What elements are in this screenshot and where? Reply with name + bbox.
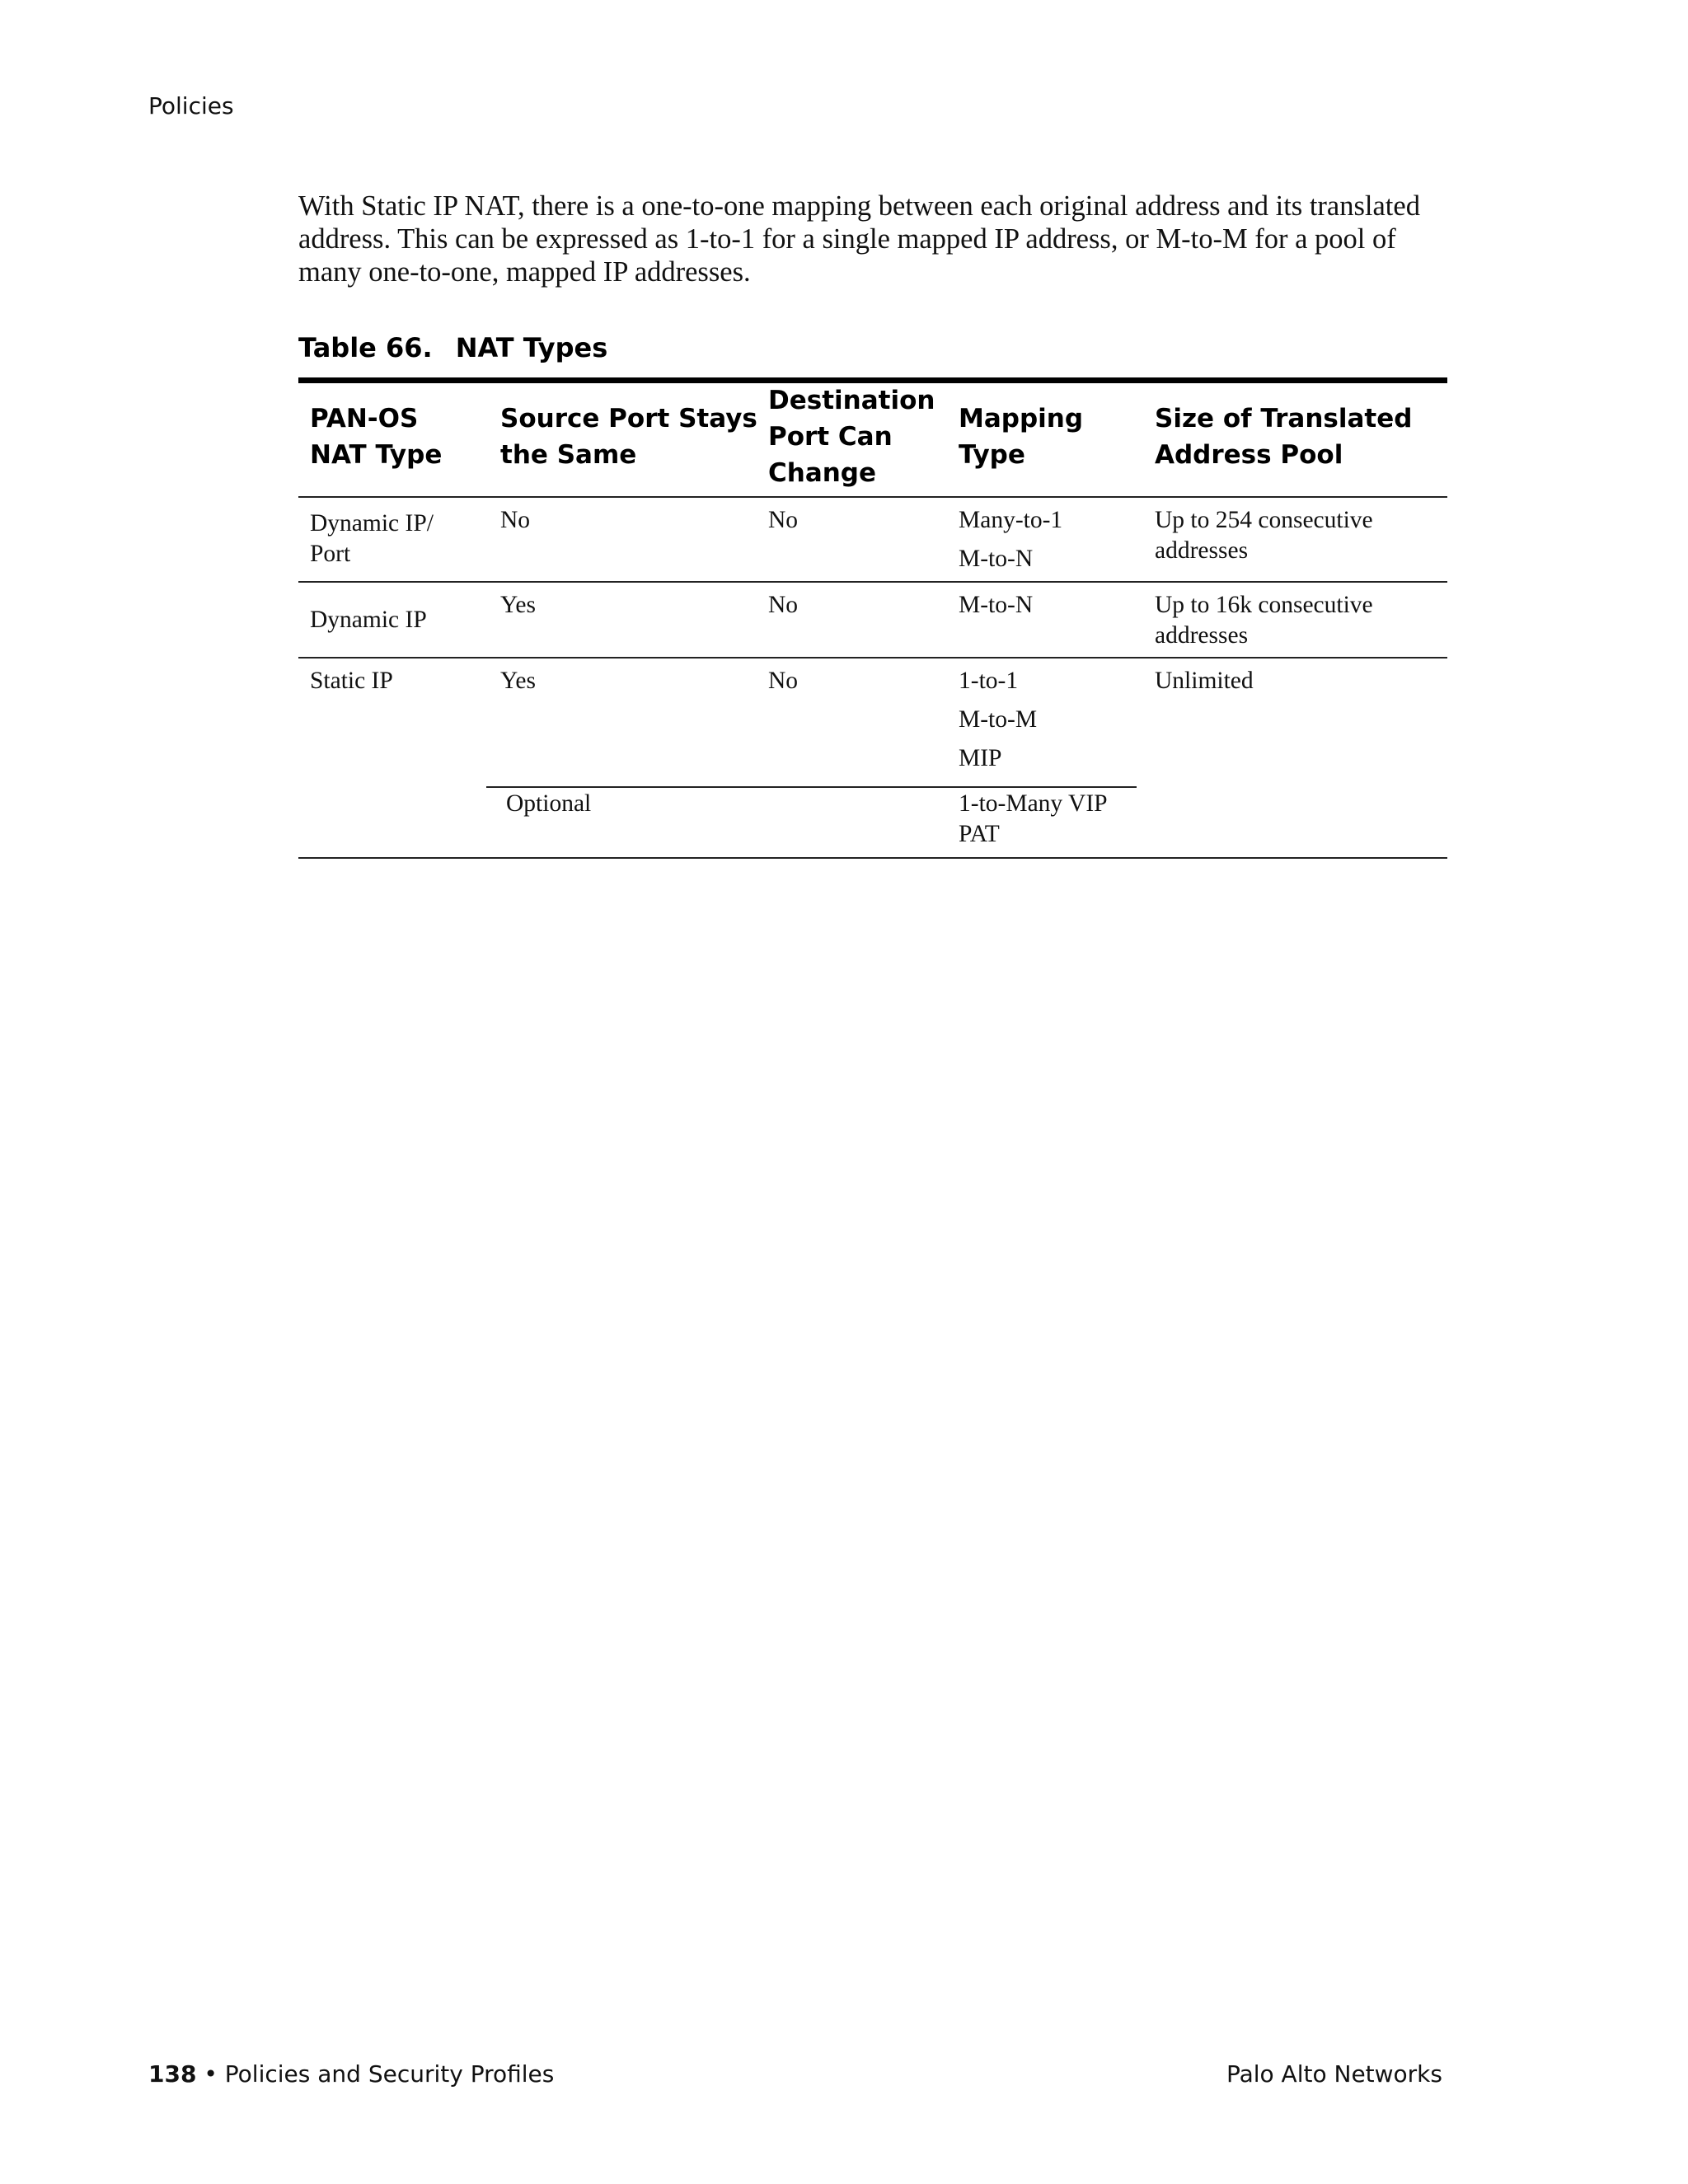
header-source-port: Source Port Stays the Same: [500, 404, 757, 470]
row3-dest-port: No: [768, 668, 799, 694]
footer-bullet: •: [204, 2060, 218, 2088]
row1-source-port: No: [500, 507, 531, 533]
row3-sub-mapping: 1-to-Many VIP PAT: [959, 790, 1108, 847]
page-number: 138: [148, 2060, 197, 2088]
row1-dest-port: No: [768, 507, 799, 533]
row3-source-port: Yes: [500, 668, 536, 694]
intro-paragraph: With Static IP NAT, there is a one-to-one mapping between each original address and its translated address. This can be expressed as 1-to-1 for a single mapped IP address, or M-to-M for a pool of many one-to-one, mapped IP addresses.: [298, 190, 1420, 288]
header-dest-port: Destination Port Can Change: [768, 386, 935, 488]
row-divider: [298, 581, 1447, 583]
footer-publisher: Palo Alto Networks: [1226, 2060, 1442, 2088]
table-caption-number: Table 66.: [298, 332, 433, 363]
row2-nat-type: Dynamic IP: [310, 607, 427, 633]
row2-source-port: Yes: [500, 592, 536, 618]
row3-sub-source-port: Optional: [506, 790, 592, 817]
row1-nat-type: Dynamic IP/ Port: [310, 510, 434, 567]
footer-section: Policies and Security Profiles: [224, 2060, 555, 2088]
header-pool-size: Size of Translated Address Pool: [1155, 404, 1413, 470]
row2-dest-port: No: [768, 592, 799, 618]
table-caption-title: NAT Types: [455, 332, 608, 363]
row-divider: [298, 657, 1447, 658]
row3-pool-size: Unlimited: [1155, 668, 1254, 694]
row1-pool-size: Up to 254 consecutive addresses: [1155, 507, 1373, 564]
row2-pool-size: Up to 16k consecutive addresses: [1155, 592, 1373, 649]
sub-row-divider: [486, 786, 1137, 788]
header-divider: [298, 496, 1447, 498]
row3-mapping: 1-to-1 M-to-M MIP: [959, 668, 1038, 771]
header-nat-type: PAN-OS NAT Type: [310, 404, 443, 470]
footer-left: [148, 2060, 554, 2088]
row2-mapping: M-to-N: [959, 592, 1034, 618]
row1-mapping: Many-to-1 M-to-N: [959, 507, 1063, 572]
row3-nat-type: Static IP: [310, 668, 393, 694]
table-bottom-rule: [298, 857, 1447, 859]
running-header: Policies: [148, 92, 234, 120]
header-mapping-type: Mapping Type: [959, 404, 1084, 470]
table-caption: [298, 332, 607, 363]
